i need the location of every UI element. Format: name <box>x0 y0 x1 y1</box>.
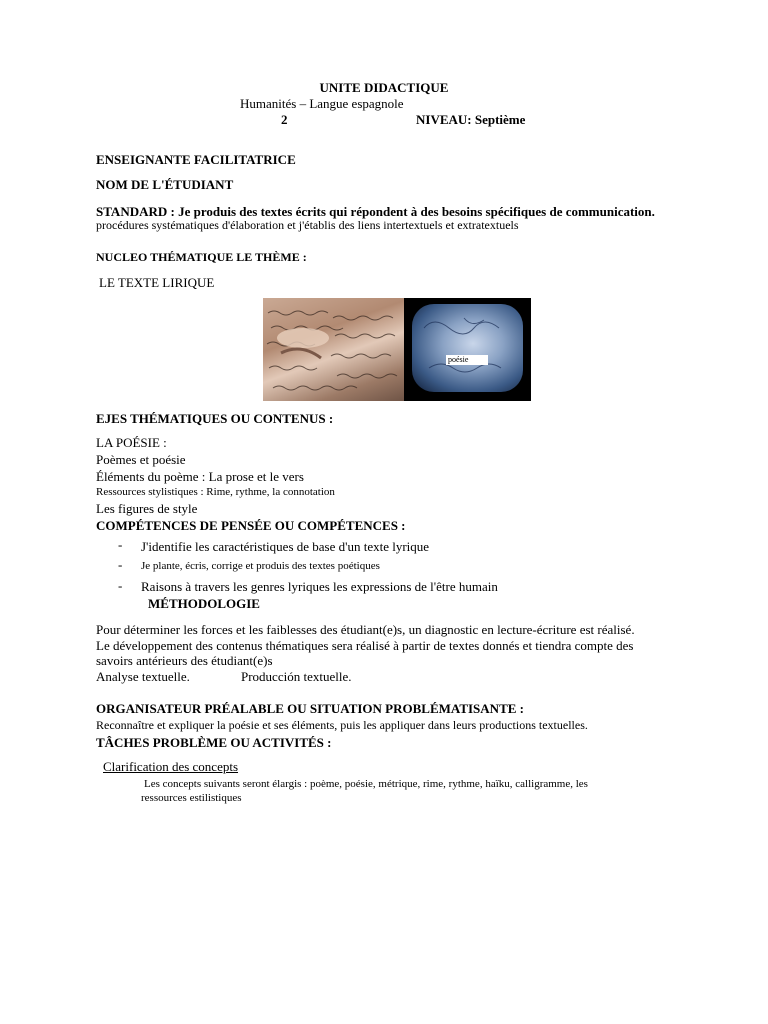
image-caption: poésie <box>446 355 488 365</box>
level-label: NIVEAU: Septième <box>416 112 526 127</box>
methodology-line: Le développement des contenus thématiques sera réalisé à partir de textes donnés et tiendra compte des <box>96 638 634 653</box>
tasks-line: ressources estilistiques <box>141 792 242 804</box>
axes-heading: EJES THÉMATIQUES OU CONTENUS : <box>96 411 334 426</box>
competence-item: Je plante, écris, corrige et produis des textes poétiques <box>141 560 380 572</box>
theme-heading: NUCLEO THÉMATIQUE LE THÈME : <box>96 250 307 264</box>
axes-item: Les figures de style <box>96 501 198 516</box>
axes-item: Ressources stylistiques : Rime, rythme, la connotation <box>96 486 335 498</box>
unit-number: 2 <box>281 112 288 127</box>
tasks-line: Les concepts suivants seront élargis : poème, poésie, métrique, rime, rythme, haïku, calligramme, les <box>144 778 588 790</box>
teacher-label: ENSEIGNANTE FACILITATRICE <box>96 152 296 167</box>
production-label: Producción textuelle. <box>241 669 352 684</box>
student-name-label: NOM DE L'ÉTUDIANT <box>96 177 234 192</box>
organizer-text: Reconnaître et expliquer la poésie et ses éléments, puis les appliquer dans leurs productions textuelles. <box>96 718 588 732</box>
axes-item: Éléments du poème : La prose et le vers <box>96 469 304 484</box>
methodology-heading: MÉTHODOLOGIE <box>148 596 260 611</box>
methodology-line: savoirs antérieurs des étudiant(e)s <box>96 653 273 668</box>
axes-item: LA POÉSIE : <box>96 435 167 450</box>
tasks-heading: TÂCHES PROBLÈME OU ACTIVITÉS : <box>96 735 332 750</box>
bullet-dash: - <box>118 578 123 593</box>
poetry-hands-image <box>263 298 404 401</box>
standard-heading: STANDARD : Je produis des textes écrits qui répondent à des besoins spécifiques de communication. <box>96 204 655 219</box>
tasks-subheading: Clarification des concepts <box>103 759 239 774</box>
bullet-dash: - <box>118 537 123 552</box>
calligraphy-swirls <box>404 298 531 401</box>
analysis-label: Analyse textuelle. <box>96 669 190 684</box>
standard-text: procédures systématiques d'élaboration et j'établis des liens intertextuels et extratextuels <box>96 218 519 232</box>
competence-item: Raisons à travers les genres lyriques les expressions de l'être humain <box>141 579 498 594</box>
theme-value: LE TEXTE LIRIQUE <box>99 275 215 290</box>
axes-item: Poèmes et poésie <box>96 452 186 467</box>
competence-item: J'identifie les caractéristiques de base d'un texte lyrique <box>141 539 430 554</box>
document-title: UNITE DIDACTIQUE <box>319 80 449 95</box>
subject-line: Humanités – Langue espagnole <box>240 96 404 111</box>
bullet-dash: - <box>118 557 123 572</box>
poesie-image <box>404 298 531 401</box>
organizer-heading: ORGANISATEUR PRÉALABLE OU SITUATION PROBLÉMATISANTE : <box>96 701 524 716</box>
competences-heading: COMPÉTENCES DE PENSÉE OU COMPÉTENCES : <box>96 518 406 533</box>
poetry-hands-artwork <box>263 298 404 401</box>
methodology-line: Pour déterminer les forces et les faiblesses des étudiant(e)s, un diagnostic en lecture-écriture est réalisé. <box>96 622 635 637</box>
